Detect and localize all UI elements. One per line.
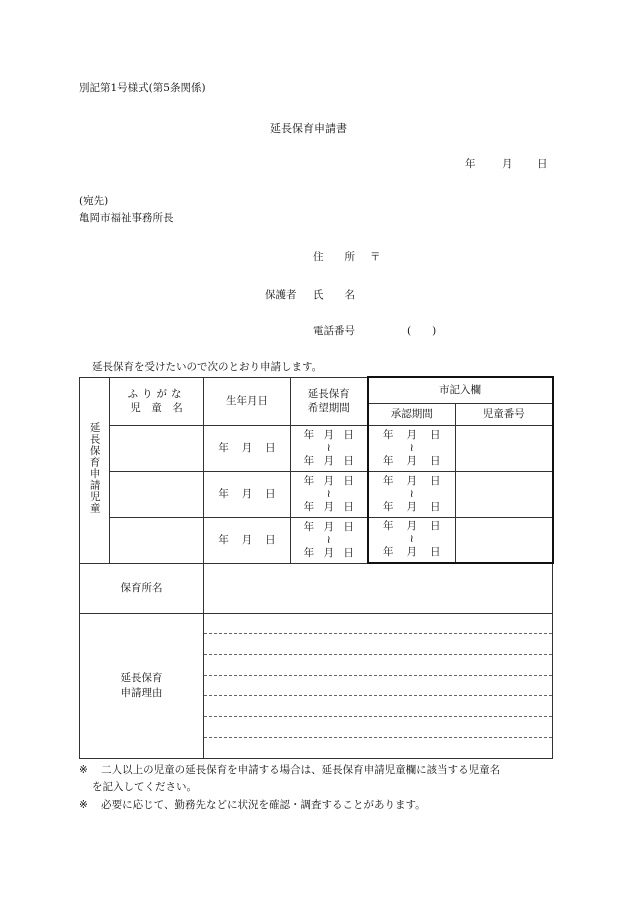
approval-period-field-3[interactable]: 年 月 日 ≀ 年 月 日: [368, 517, 456, 563]
note-1-line-2: を記入してください。: [92, 781, 197, 793]
child-name-field-1[interactable]: [110, 425, 204, 471]
birthdate-field-3[interactable]: 年 月 日: [204, 517, 291, 563]
intro-text: 延長保育を受けたいので次のとおり申請します。: [92, 361, 323, 373]
child-number-header: 児童番号: [456, 403, 553, 425]
form-title: 延長保育申請書: [270, 122, 347, 135]
birthdate-field-2[interactable]: 年 月 日: [204, 471, 291, 517]
reason-field[interactable]: [204, 613, 553, 758]
side-label-cell: [80, 377, 110, 563]
reason-label-cell: [80, 613, 204, 758]
addressee-label: (宛先): [79, 195, 109, 207]
approval-period-header: 承認期間: [368, 403, 456, 425]
nursery-label: 保育所名: [80, 563, 204, 613]
postal-mark: 〒: [370, 251, 381, 263]
name-label: 氏 名: [313, 289, 355, 301]
application-table: [79, 376, 554, 759]
phone-parentheses: ( ): [407, 325, 437, 337]
date-day-label: 日: [537, 158, 548, 170]
wish-period-header-2: 希望期間: [307, 402, 350, 414]
guardian-label: 保護者: [265, 289, 297, 301]
birthdate-header: 生年月日: [204, 377, 291, 425]
wish-period-field-3[interactable]: 年 月 日 ≀ 年 月 日: [291, 517, 368, 563]
note-mark-2: ※: [79, 799, 88, 811]
child-number-field-3[interactable]: [456, 517, 553, 563]
note-mark-1: ※: [79, 764, 88, 776]
child-number-field-2[interactable]: [456, 471, 553, 517]
wish-period-header: [291, 377, 368, 425]
wish-period-header-1: 延長保育: [307, 387, 350, 400]
child-name-field-2[interactable]: [110, 471, 204, 517]
child-number-field-1[interactable]: [456, 425, 553, 471]
furigana-header: ふりがな: [127, 387, 186, 400]
date-month-label: 月: [502, 158, 513, 170]
wish-period-field-2[interactable]: 年 月 日 ≀ 年 月 日: [291, 471, 368, 517]
note-2-text: 必要に応じて、勤務先などに状況を確認・調査することがあります。: [101, 799, 426, 811]
note-1-line-1: 二人以上の児童の延長保育を申請する場合は、延長保育申請児童欄に該当する児童名: [101, 764, 501, 776]
address-label: 住 所: [313, 251, 355, 263]
side-label: 延長保育申請児童: [88, 421, 101, 514]
child-name-field-3[interactable]: [110, 517, 204, 563]
child-name-header-label: 児 童 名: [130, 402, 183, 414]
addressee-name: 亀岡市福祉事務所長: [79, 212, 174, 224]
reason-label-2: 申請理由: [120, 686, 163, 699]
approval-period-field-2[interactable]: 年 月 日 ≀ 年 月 日: [368, 471, 456, 517]
phone-label: 電話番号: [313, 325, 355, 337]
reason-label-1: 延長保育: [120, 672, 163, 685]
city-use-header: 市記入欄: [368, 377, 553, 403]
form-number: 別記第1号様式(第5条関係): [79, 82, 206, 94]
birthdate-field-1[interactable]: 年 月 日: [204, 425, 291, 471]
note-1: [79, 762, 500, 779]
date-year-label: 年: [465, 158, 476, 170]
note-2: [79, 797, 426, 814]
child-name-header: [110, 377, 204, 425]
nursery-name-field[interactable]: [204, 563, 553, 613]
wish-period-field-1[interactable]: 年 月 日 ≀ 年 月 日: [291, 425, 368, 471]
approval-period-field-1[interactable]: 年 月 日 ≀ 年 月 日: [368, 425, 456, 471]
